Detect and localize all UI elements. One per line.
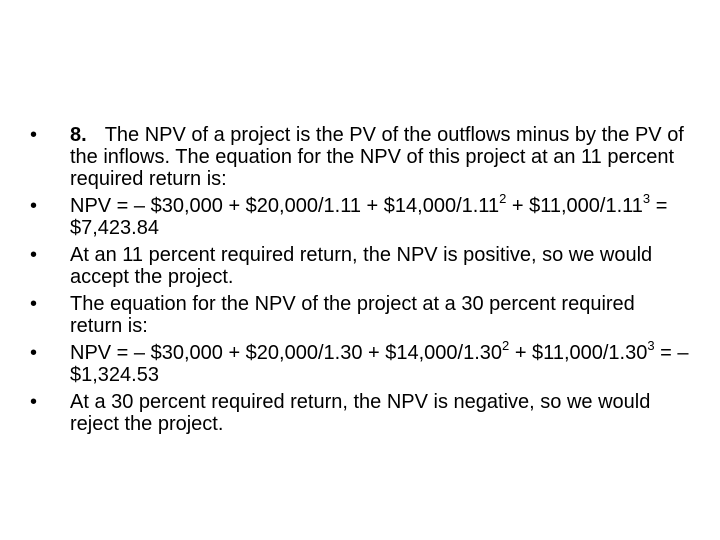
bullet-item-6 [30, 391, 690, 435]
exponent: 3 [642, 191, 651, 207]
npv-equation-part: + $11,000/1.11 [506, 195, 643, 217]
bullet-icon: • [30, 293, 38, 315]
bullet-icon: • [30, 244, 38, 266]
npv-equation-result: = – $1,324.53 [70, 342, 689, 386]
bullet-icon: • [30, 195, 38, 217]
npv-equation-part: NPV = – $30,000 + $20,000/1.11 + $14,000/1.11 [70, 195, 500, 217]
bullet-text: At a 30 percent required return, the NPV is negative, so we would reject the project. [70, 391, 651, 435]
npv-equation-result: = $7,423.84 [70, 195, 668, 239]
bullet-item-2 [30, 191, 690, 239]
bullet-text: The NPV of a project is the PV of the outflows minus by the PV of the inflows. The equation for the NPV of this project at an 11 percent required return is: [70, 124, 684, 190]
bullet-item-3 [30, 244, 690, 288]
npv-equation-part: + $11,000/1.30 [509, 342, 648, 364]
bullet-icon: • [30, 124, 38, 146]
bullet-item-4 [30, 293, 690, 337]
bullet-item-1 [30, 124, 690, 190]
bullet-item-5 [30, 338, 690, 386]
exponent: 3 [647, 338, 655, 354]
bullet-text: The equation for the NPV of the project at a 30 percent required return is: [70, 293, 635, 337]
bullet-text: At an 11 percent required return, the NPV is positive, so we would accept the project. [70, 244, 653, 288]
bullet-icon: • [30, 391, 38, 413]
bullet-list [30, 124, 690, 440]
problem-number: 8. [70, 124, 87, 146]
exponent: 2 [499, 191, 507, 207]
bullet-icon: • [30, 342, 38, 364]
npv-equation-part: NPV = – $30,000 + $20,000/1.30 + $14,000/1.30 [70, 342, 503, 364]
exponent: 2 [502, 338, 510, 354]
